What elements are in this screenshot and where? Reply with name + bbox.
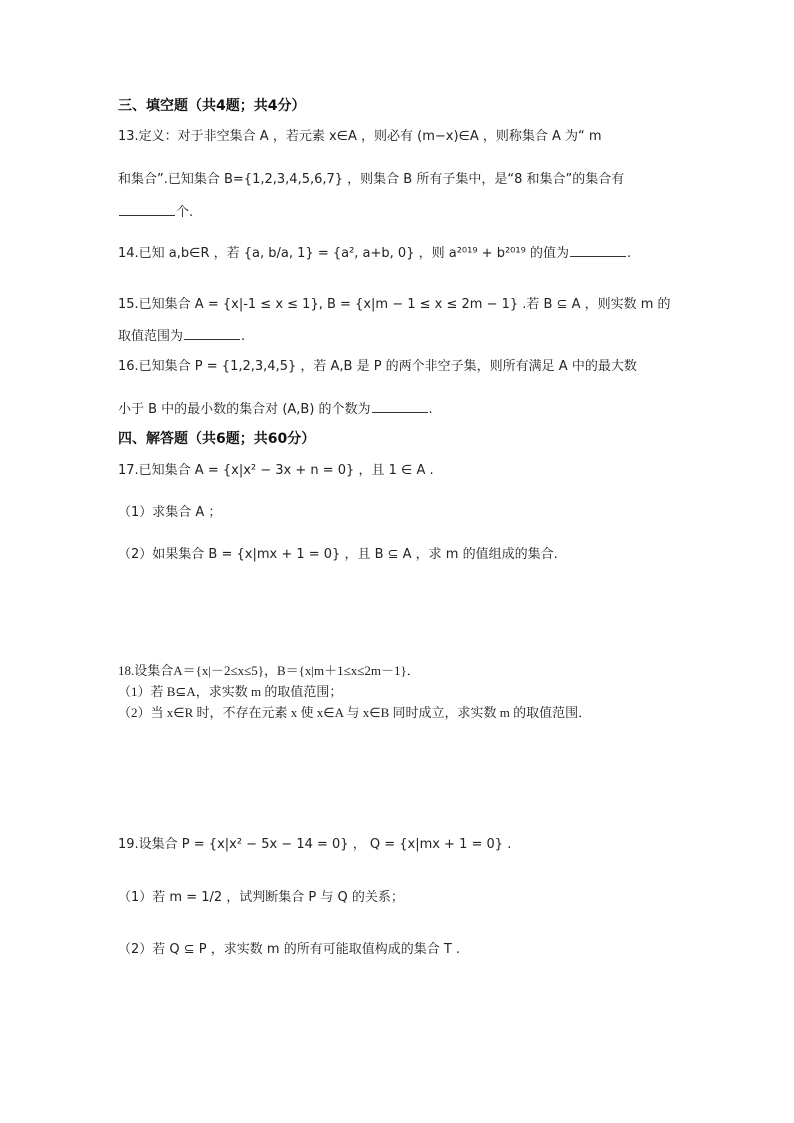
q15-line2-suffix: .: [241, 329, 246, 344]
q19-stem: 19.设集合 P = {x|x² − 5x − 14 = 0} ， Q = {x|mx + 1 = 0} .: [118, 837, 512, 852]
q16-line2-prefix: 小于 B 中的最小数的集合对 (A,B) 的个数为: [118, 402, 371, 417]
q15-line2: [118, 327, 245, 346]
q17-stem: 17.已知集合 A = {x|x² − 3x + n = 0} ，且 1 ∈ A .: [118, 463, 434, 478]
q14-suffix: .: [626, 246, 632, 261]
q13-answer-blank[interactable]: [119, 203, 175, 216]
q16-line1: 16.已知集合 P = {1,2,3,4,5} ，若 A,B 是 P 的两个非空子集，则所有满足 A 中的最大数: [118, 359, 637, 374]
q13-line3: [118, 203, 193, 222]
q17-part2: （2）如果集合 B = {x|mx + 1 = 0} ，且 B ⊆ A ，求 m 的值组成的集合.: [118, 547, 558, 562]
q18-part1: （1）若 B⊆A，求实数 m 的取值范围；: [118, 684, 343, 699]
q14-prefix: 14.已知 a,b∈R ，若 {a, b/a, 1} = {a², a+b, 0} ，则 a²⁰¹⁹ + b²⁰¹⁹ 的值为: [118, 246, 569, 261]
q18-stem: 18.设集合A＝{x|－2≤x≤5}，B＝{x|m＋1≤x≤2m－1}．: [118, 663, 420, 678]
q15-line1: 15.已知集合 A = {x|-1 ≤ x ≤ 1}, B = {x|m − 1 ≤ x ≤ 2m − 1} .若 B ⊆ A ，则实数 m 的: [118, 297, 671, 312]
q13-line3-suffix: 个.: [176, 205, 194, 220]
q13-line1: 13.定义：对于非空集合 A ，若元素 x∈A ，则必有 (m−x)∈A ，则称集合 A 为“ m: [118, 129, 602, 144]
q17-part1: （1）求集合 A ；: [118, 505, 222, 520]
q15-line2-prefix: 取值范围为: [118, 329, 184, 344]
q16-line2: [118, 400, 433, 419]
q16-line2-suffix: .: [428, 402, 433, 417]
q15-answer-blank[interactable]: [184, 327, 240, 340]
q13-line2: 和集合”.已知集合 B={1,2,3,4,5,6,7} ，则集合 B 所有子集中，是“8 和集合”的集合有: [118, 172, 625, 187]
q14-answer-blank[interactable]: [570, 244, 626, 257]
q19-part2: （2）若 Q ⊆ P ，求实数 m 的所有可能取值构成的集合 T .: [118, 942, 461, 957]
q18-part2: （2）当 x∈R 时，不存在元素 x 使 x∈A 与 x∈B 同时成立，求实数 m 的取值范围．: [118, 705, 592, 720]
section-answer-title: 四、解答题（共6题；共60分）: [118, 431, 316, 447]
q14-line: [118, 244, 631, 263]
q16-answer-blank[interactable]: [372, 400, 428, 413]
q19-part1: （1）若 m = 1/2 ，试判断集合 P 与 Q 的关系；: [118, 890, 404, 905]
section-fill-title: 三、填空题（共4题；共4分）: [118, 98, 306, 114]
